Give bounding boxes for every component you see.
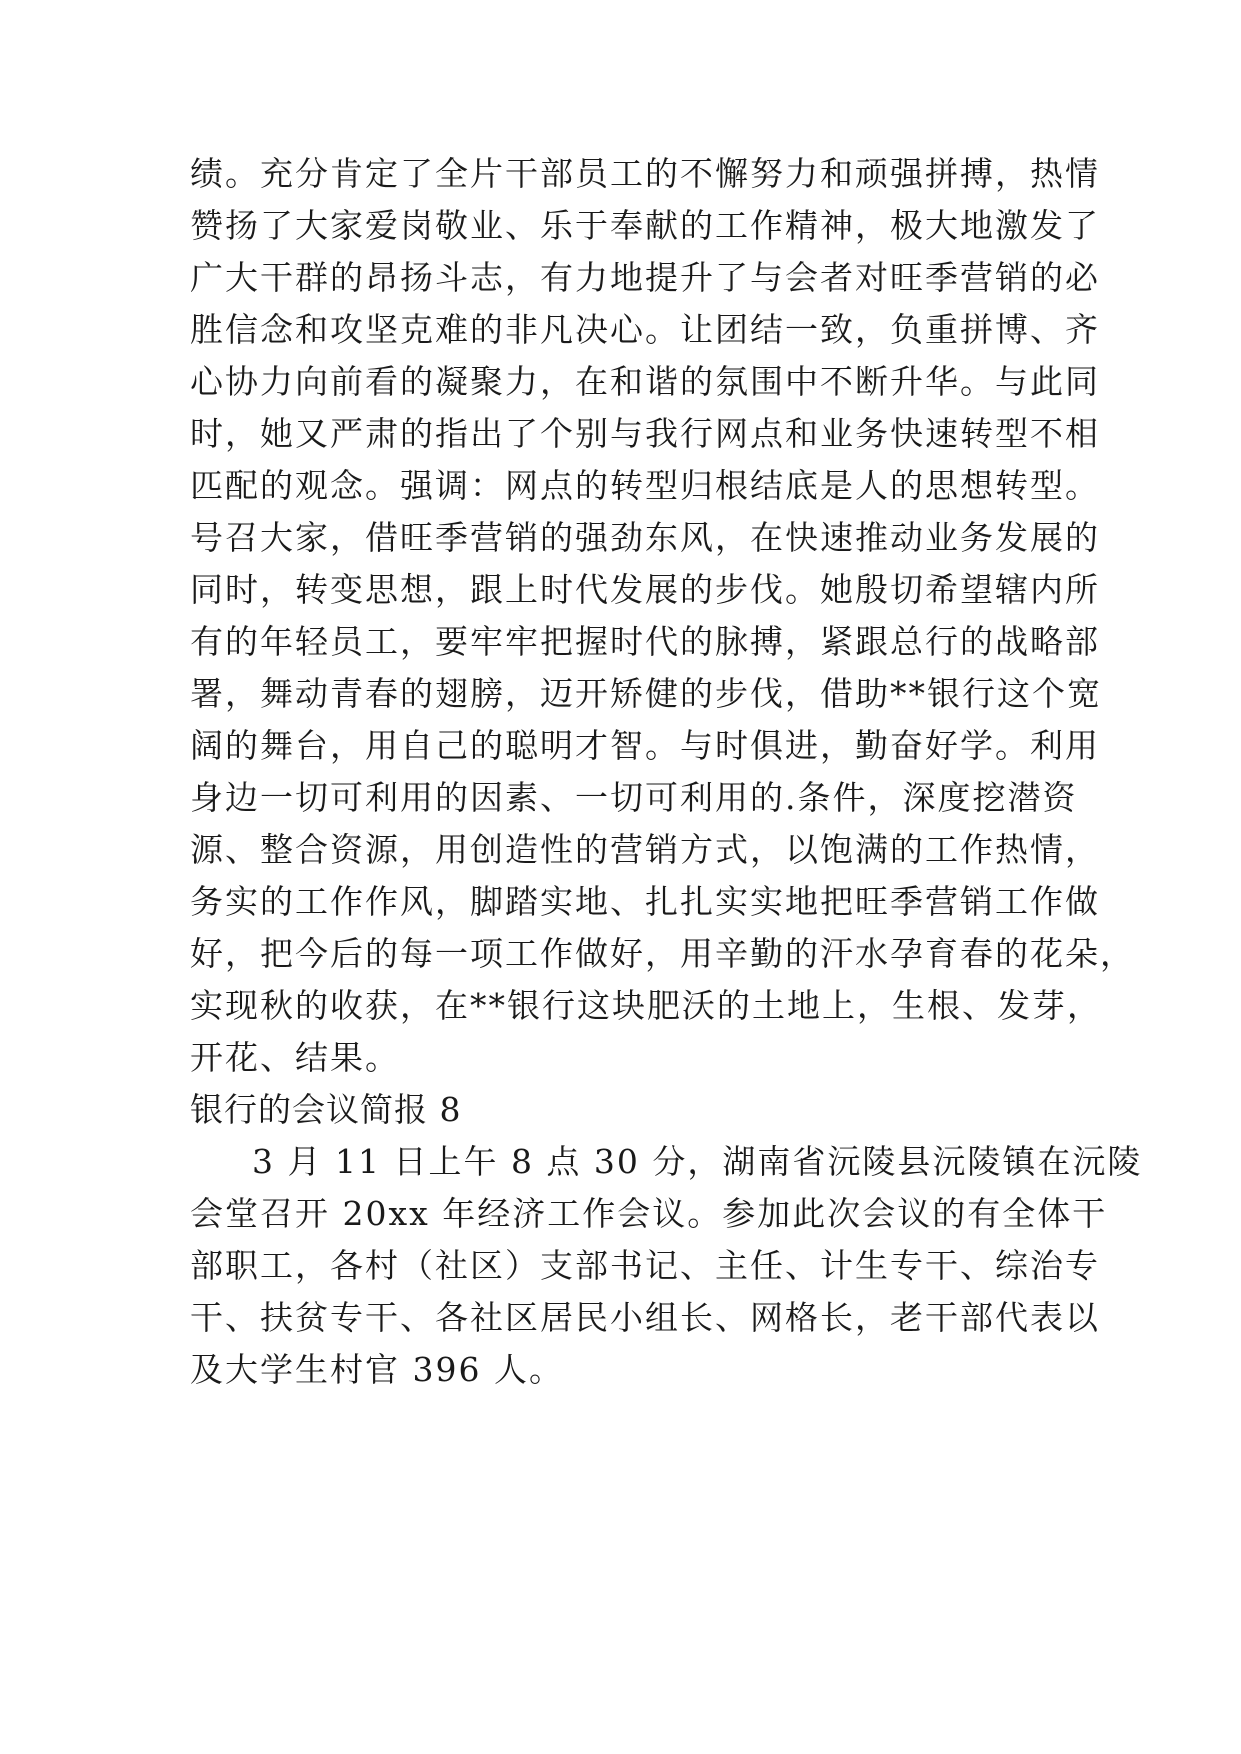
paragraph-line: 广大干群的昂扬斗志，有力地提升了与会者对旺季营销的必 xyxy=(190,258,1100,297)
paragraph-line: 身边一切可利用的因素、一切可利用的.条件，深度挖潜资 xyxy=(190,778,1078,817)
paragraph-line: 赞扬了大家爱岗敬业、乐于奉献的工作精神，极大地激发了 xyxy=(190,206,1100,245)
paragraph-line: 绩。充分肯定了全片干部员工的不懈努力和顽强拼搏，热情 xyxy=(190,154,1100,193)
paragraph-line: 有的年轻员工，要牢牢把握时代的脉搏，紧跟总行的战略部 xyxy=(190,622,1100,661)
paragraph-line: 胜信念和攻坚克难的非凡决心。让团结一致，负重拼博、齐 xyxy=(190,310,1100,349)
paragraph-line: 好，把今后的每一项工作做好，用辛勤的汗水孕育春的花朵， xyxy=(190,934,1135,973)
paragraph-line: 源、整合资源，用创造性的营销方式，以饱满的工作热情， xyxy=(190,830,1100,869)
paragraph-line: 号召大家，借旺季营销的强劲东风，在快速推动业务发展的 xyxy=(190,518,1100,557)
paragraph-line: 3 月 11 日上午 8 点 30 分，湖南省沅陵县沅陵镇在沅陵 xyxy=(252,1142,1143,1181)
paragraph-line: 干、扶贫专干、各社区居民小组长、网格长，老干部代表以 xyxy=(190,1298,1100,1337)
paragraph-line: 实现秋的收获，在**银行这块肥沃的土地上，生根、发芽， xyxy=(190,986,1102,1025)
paragraph-line: 署，舞动青春的翅膀，迈开矫健的步伐，借助**银行这个宽 xyxy=(190,674,1102,713)
paragraph-line: 会堂召开 20xx 年经济工作会议。参加此次会议的有全体干 xyxy=(190,1194,1108,1233)
paragraph-line: 阔的舞台，用自己的聪明才智。与时俱进，勤奋好学。利用 xyxy=(190,726,1100,765)
section-heading: 银行的会议简报 8 xyxy=(190,1090,462,1129)
paragraph-line: 开花、结果。 xyxy=(190,1038,400,1077)
paragraph-line: 匹配的观念。强调：网点的转型归根结底是人的思想转型。 xyxy=(190,466,1100,505)
paragraph-line: 及大学生村官 396 人。 xyxy=(190,1350,564,1389)
paragraph-line: 部职工，各村（社区）支部书记、主任、计生专干、综治专 xyxy=(190,1246,1100,1285)
paragraph-line: 心协力向前看的凝聚力，在和谐的氛围中不断升华。与此同 xyxy=(190,362,1100,401)
paragraph-line: 务实的工作作风，脚踏实地、扎扎实实地把旺季营销工作做 xyxy=(190,882,1100,921)
paragraph-line: 时，她又严肃的指出了个别与我行网点和业务快速转型不相 xyxy=(190,414,1100,453)
paragraph-line: 同时，转变思想，跟上时代发展的步伐。她殷切希望辖内所 xyxy=(190,570,1100,609)
